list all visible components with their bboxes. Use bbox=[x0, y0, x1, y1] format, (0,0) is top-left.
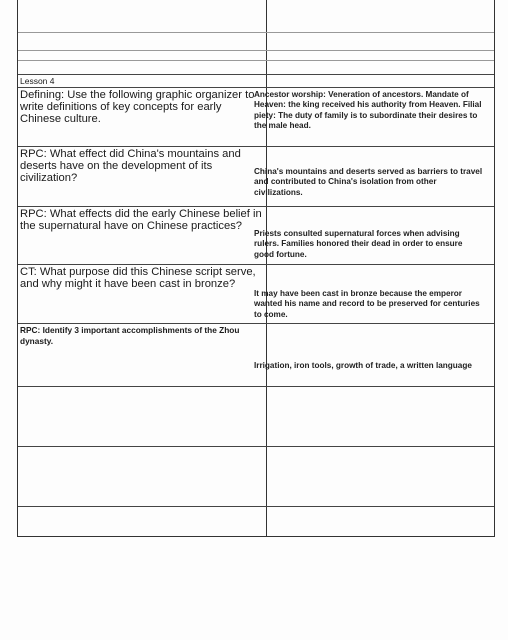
row-line bbox=[18, 206, 494, 207]
column-divider bbox=[266, 0, 267, 536]
row-line bbox=[18, 446, 494, 447]
row-line bbox=[18, 60, 494, 61]
row-line bbox=[18, 87, 494, 88]
row-line bbox=[18, 32, 494, 33]
row-line bbox=[18, 506, 494, 507]
lesson-label: Lesson 4 bbox=[20, 76, 55, 86]
question-defining: Defining: Use the following graphic organizer to write definitions of key concepts for early Chinese culture. bbox=[20, 89, 255, 126]
row-line bbox=[18, 74, 494, 75]
question-mountains: RPC: What effect did China's mountains and deserts have on the development of its civilization? bbox=[20, 148, 241, 185]
answer-zhou: Irrigation, iron tools, growth of trade, a written language bbox=[254, 361, 472, 370]
row-line bbox=[18, 146, 494, 147]
question-script: CT: What purpose did this Chinese script serve, and why might it have been cast in bronze? bbox=[20, 266, 256, 291]
row-line bbox=[18, 386, 494, 387]
answer-supernatural: Priests consulted supernatural forces when advising rulers. Families honored their dead in order to ensure good fortune. bbox=[254, 229, 463, 259]
answer-defining: Ancestor worship: Veneration of ancestors. Mandate of Heaven: the king received his authority from Heaven. Filial piety: The duty of family is to subordinate their desires to the male head. bbox=[254, 90, 482, 131]
organizer-table bbox=[17, 0, 495, 537]
row-line bbox=[18, 264, 494, 265]
answer-mountains: China's mountains and deserts served as barriers to travel and contributed to China's isolation from other civilizations. bbox=[254, 167, 483, 197]
row-line bbox=[18, 323, 494, 324]
question-supernatural: RPC: What effects did the early Chinese belief in the supernatural have on Chinese practices? bbox=[20, 208, 262, 233]
question-zhou: RPC: Identify 3 important accomplishments of the Zhou dynasty. bbox=[20, 325, 240, 346]
answer-script: It may have been cast in bronze because the emperor wanted his name and record to be preserved for centuries to come. bbox=[254, 289, 480, 319]
row-line bbox=[18, 50, 494, 51]
